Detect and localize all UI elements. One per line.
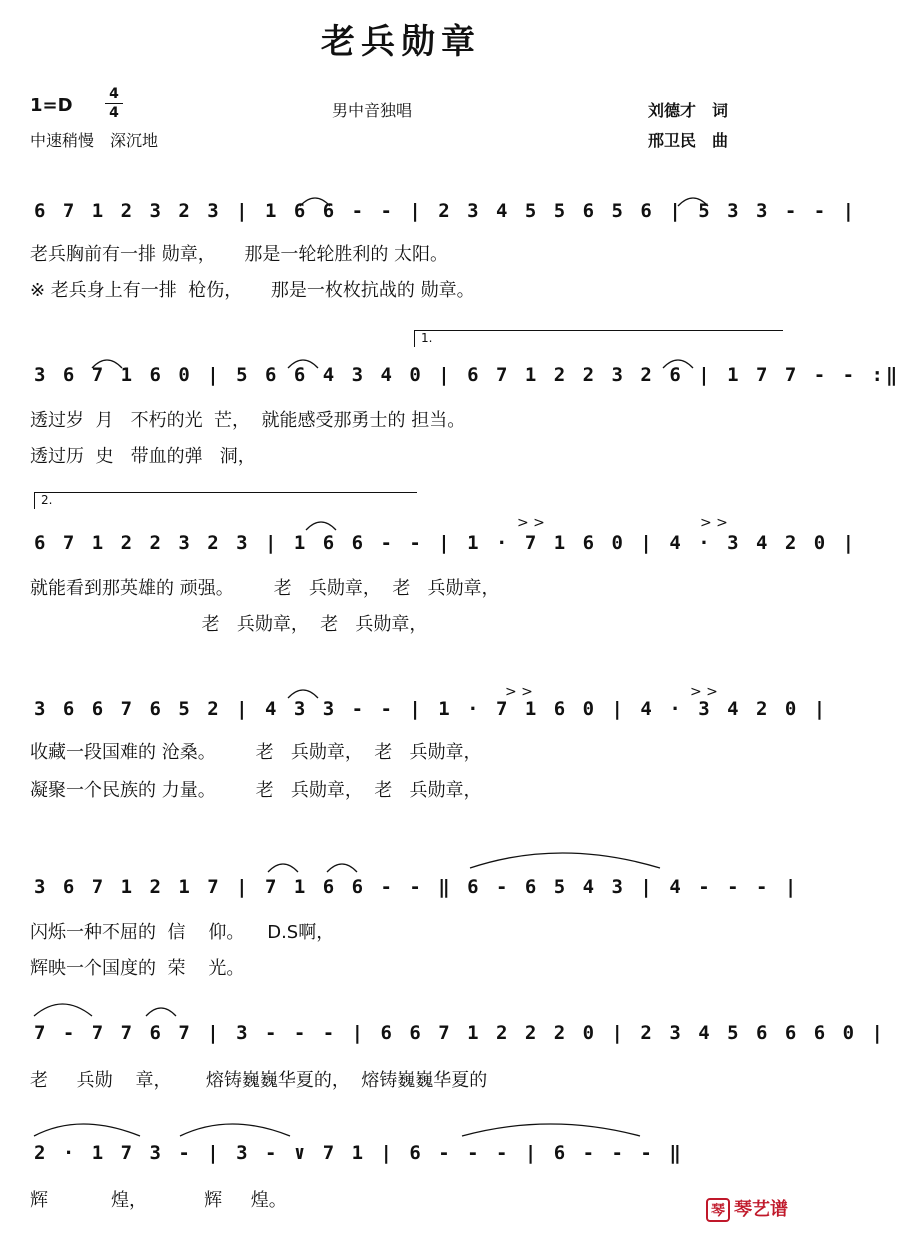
lyric-line: ※ 老兵身上有一排 枪伤， 那是一枚枚抗战的 勋章。 — [30, 280, 475, 301]
page-title: 老兵勋章 — [321, 22, 481, 62]
score-system-2 — [0, 330, 900, 470]
volta-bracket: 1. — [414, 330, 783, 347]
lyric-line: 辉映一个国度的 荣 光。 — [30, 958, 245, 979]
notation-line: 6 7 1 2 2 3 2 3 | 1 6 6 - - | 1 · 7 1 6 0 | 4 · 3 4 2 0 | — [34, 532, 858, 554]
site-logo — [706, 1195, 788, 1222]
meter-bottom: 4 — [109, 105, 119, 121]
lyric-line: 凝聚一个民族的 力量。 老 兵勋章， 老 兵勋章， — [30, 780, 482, 801]
lyric-line: 老兵胸前有一排 勋章， 那是一轮轮胜利的 太阳。 — [30, 244, 449, 265]
notation-line: 6 7 1 2 3 2 3 | 1 6 6 - - | 2 3 4 5 5 6 5 6 | 5 3 3 - - | — [34, 200, 858, 222]
score-system-6 — [0, 994, 886, 1134]
lyric-line: 就能看到那英雄的 顽强。 老 兵勋章， 老 兵勋章， — [30, 578, 500, 599]
svg-text:> >: > > — [700, 515, 728, 531]
lyric-line: 老 兵勋章， 老 兵勋章， — [30, 614, 428, 635]
svg-text:> >: > > — [690, 684, 718, 700]
lyric-line: 老 兵勋 章， 熔铸巍巍华夏的， 熔铸巍巍华夏的 — [30, 1070, 488, 1091]
lyric-line: 透过历 史 带血的弹 洞， — [30, 446, 256, 467]
svg-text:> >: > > — [505, 684, 533, 700]
lyric-line: 闪烁一种不屈的 信 仰。 D.S啊， — [30, 922, 335, 943]
lyricist-credit: 刘德才 词 — [648, 101, 729, 120]
notation-line: 3 6 7 1 2 1 7 | 7 1 6 6 - - ‖ 6 - 6 5 4 3 | 4 - - - | — [34, 876, 800, 898]
volta-bracket: 2. — [34, 492, 417, 509]
lyric-line: 收藏一段国难的 沧桑。 老 兵勋章， 老 兵勋章， — [30, 742, 482, 763]
score-system-1 — [0, 196, 858, 336]
logo-mark-icon: 琴 — [706, 1198, 730, 1222]
meter-top: 4 — [109, 86, 119, 102]
composer-credit: 邢卫民 曲 — [648, 131, 729, 150]
score-system-3 — [0, 492, 858, 635]
logo-text: 琴艺谱 — [734, 1199, 788, 1220]
tempo-marking: 中速稍慢 深沉地 — [30, 131, 159, 150]
time-signature — [103, 86, 125, 121]
notation-line: 2 · 1 7 3 - | 3 - ∨ 7 1 | 6 - - - | 6 - - - ‖ — [34, 1142, 684, 1164]
notation-line: 3 6 6 7 6 5 2 | 4 3 3 - - | 1 · 7 1 6 0 | 4 · 3 4 2 0 | — [34, 698, 829, 720]
lyric-line: 透过岁 月 不朽的光 芒， 就能感受那勇士的 担当。 — [30, 410, 466, 431]
svg-text:> >: > > — [517, 515, 545, 531]
score-system-4 — [0, 668, 829, 808]
voice-type: 男中音独唱 — [332, 101, 413, 120]
key-signature: 1=D — [30, 95, 73, 116]
score-system-7 — [0, 1114, 802, 1254]
lyric-line: 辉 煌， 辉 煌。 — [30, 1190, 287, 1211]
notation-line: 3 6 7 1 6 0 | 5 6 6 4 3 4 0 | 6 7 1 2 2 3 2 6 | 1 7 7 - - :‖ — [34, 364, 900, 386]
score-system-5 — [0, 842, 802, 982]
notation-line: 7 - 7 7 6 7 | 3 - - - | 6 6 7 1 2 2 2 0 | 2 3 4 5 6 6 6 0 | — [34, 1022, 886, 1044]
